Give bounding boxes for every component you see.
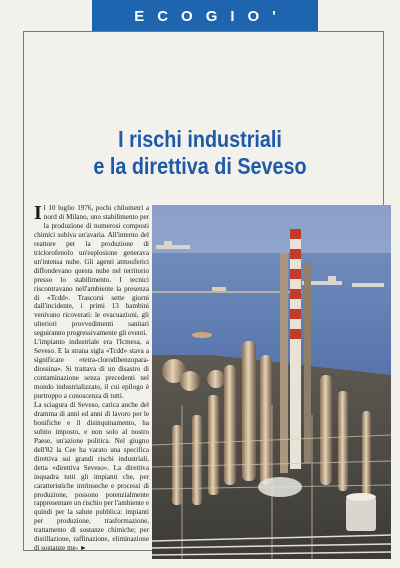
article-body xyxy=(34,202,149,553)
frame-left-rule xyxy=(23,31,24,551)
frame-top-rule xyxy=(23,31,383,32)
paragraph-1 xyxy=(34,204,149,338)
paragraph-3 xyxy=(34,401,149,553)
paragraph-1-text: l 10 luglio 1976, pochi chilometri a nord di Milano, uno stabilimento per la produzione di numerosi composti chimici subiva un'avaria. All'interno del reattore per la produzione di triclorofenolo un'esplosione generava un'intensa nube. Gli agenti atmosferici diffondevano questa nube nel territorio presso lo stabilimento. I tecnici riscontravano nell'ambiente la presenza di «Tcdd». Trascorsi sette giorni dall'incidente, i primi 13 bambini venivano ricoverati: le evacuazioni, gli ulteriori provvedimenti sanitari seguiranno progressivamente gli eventi. xyxy=(34,204,149,338)
section-banner xyxy=(92,0,318,32)
striped-chimney xyxy=(290,229,301,469)
continue-arrow-icon: ► xyxy=(79,544,87,553)
section-title: ECOGIO' xyxy=(134,8,289,25)
paragraph-3-text: La sciagura di Seveso, carica anche del dramma di anni ed anni di lavoro per le bonifiche e il disinquinamento, ha subito imposto, e non solo al nostro Paese, un'azione politica. Nel giugno dell'82 la Cee ha varato una specifica direttiva sui grandi rischi industriali, detta «direttiva Seveso». La direttiva inquadra tutti gli impianti che, per caratteristiche intrinseche e processi di produzione, possono potenzialmente rappresentare un rischio per l'ambiente e quindi per la salute pubblica: impianti per produzione, trasformazione, trattamento di sostanze chimiche; per distillazione, raffinazione, eliminazione di sostanze me- xyxy=(34,400,149,553)
drop-cap: I xyxy=(34,202,42,224)
title-line-2: e la direttiva di Seveso xyxy=(93,153,307,179)
title-line-1: I rischi industriali xyxy=(118,126,282,152)
refinery-photo xyxy=(152,205,391,559)
jetty xyxy=(152,291,302,293)
paragraph-2: L'impianto industriale era l'Icmesa, a Seveso. E la strana sigla «Tcdd» stava a significare «tetra-clorodibenzopara-diossina». Si trattava di un disastro di contaminazione senza precedenti nel mondo industrializzato, il cui epilogo è purtroppo a conoscenza di tutti. xyxy=(34,338,149,401)
storage-tank xyxy=(346,497,376,531)
article-title xyxy=(62,126,337,180)
steam-plume xyxy=(258,477,302,497)
